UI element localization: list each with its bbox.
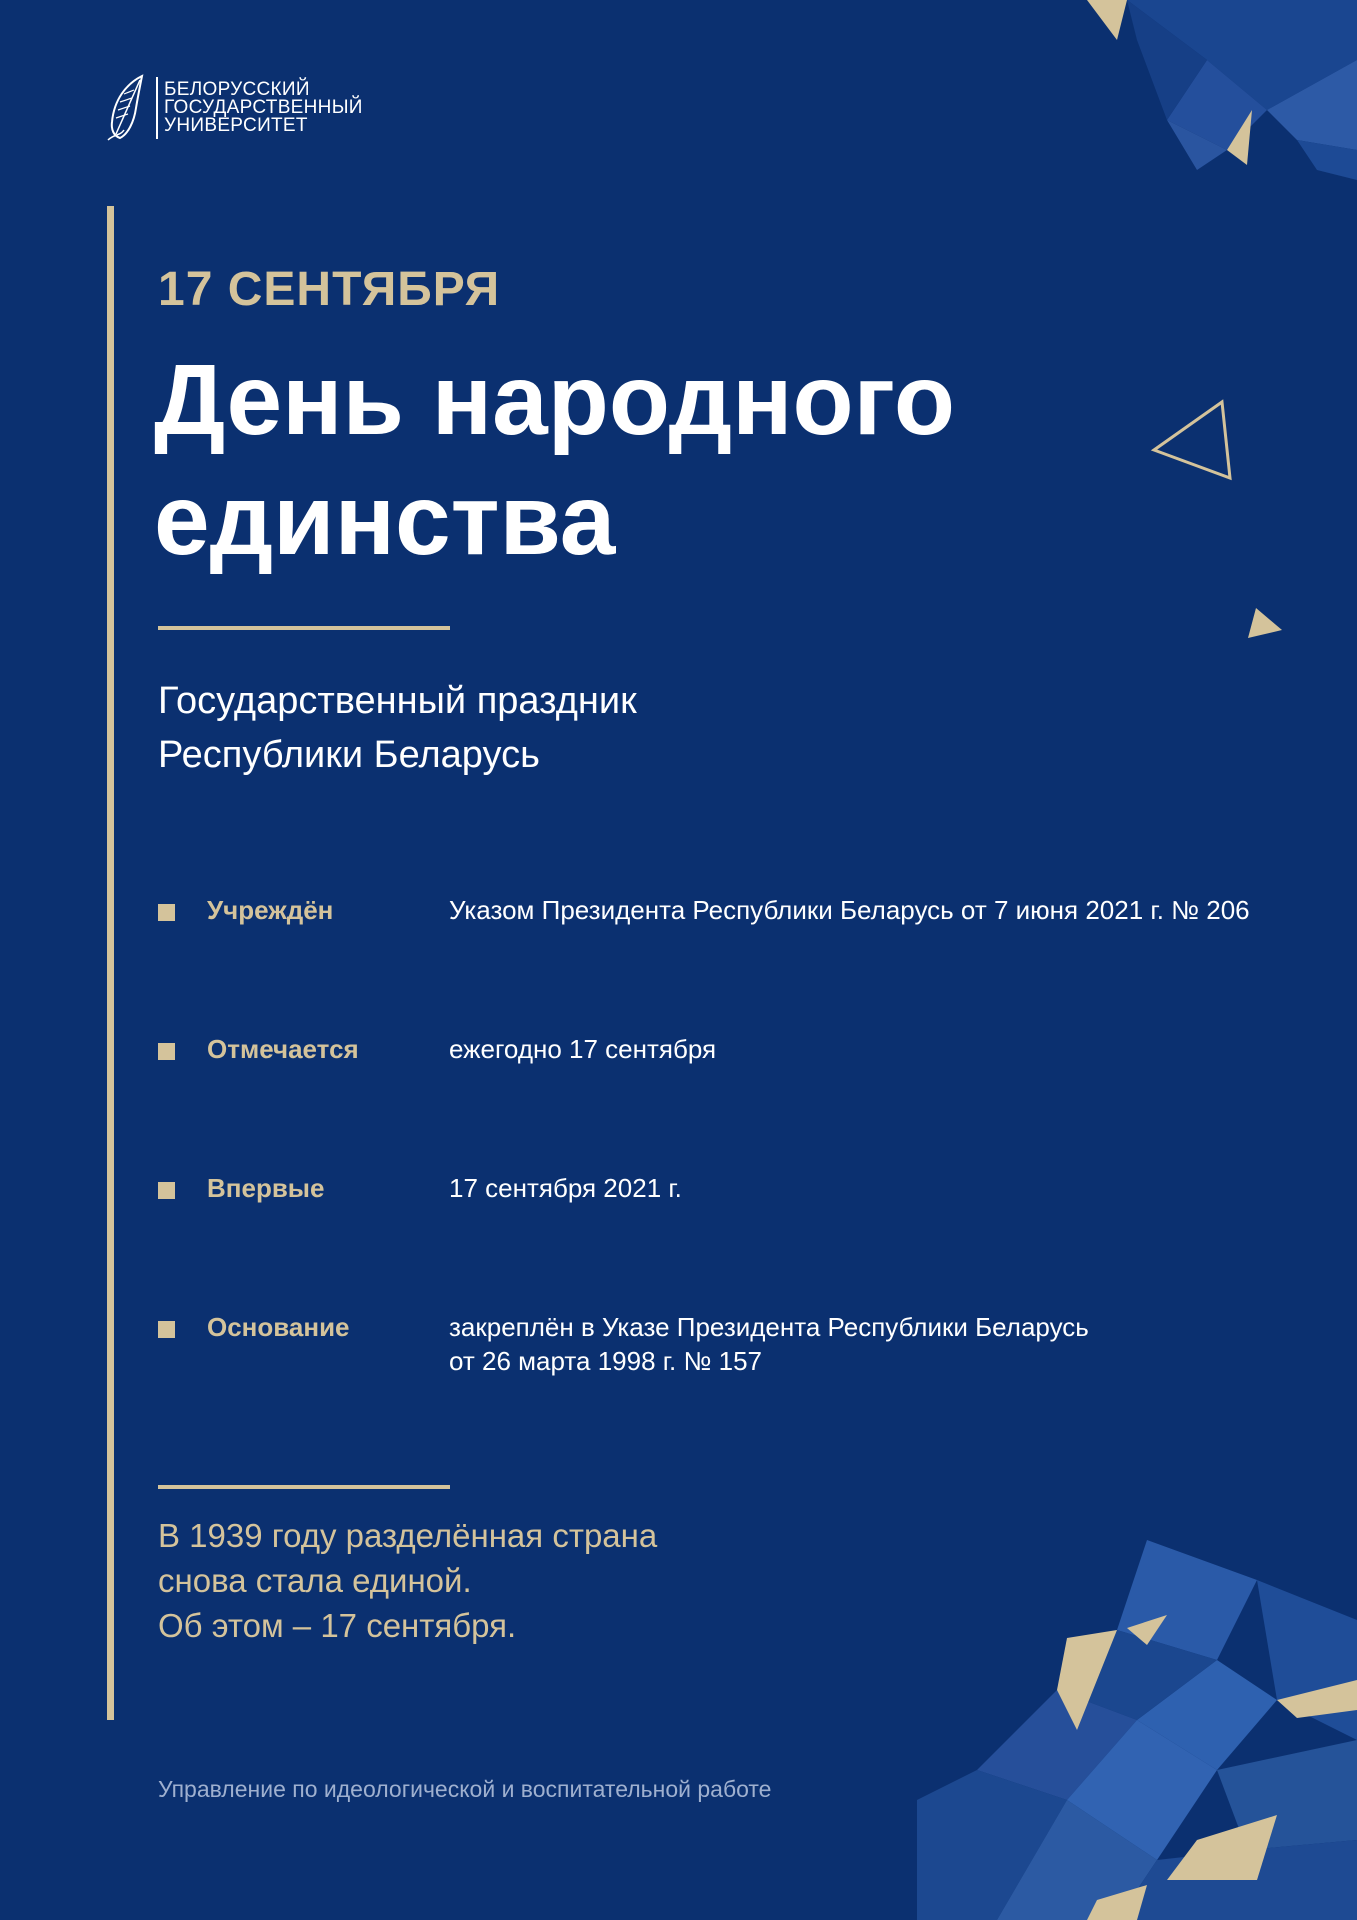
fact-value: [449, 1310, 1329, 1378]
square-bullet-icon: [158, 904, 175, 921]
logo-line: УНИВЕРСИТЕТ: [164, 115, 308, 136]
university-logo: [104, 74, 363, 142]
page-title: [154, 340, 1054, 580]
feather-quill-icon: [104, 74, 148, 142]
subtitle-line: Государственный праздник: [158, 680, 637, 722]
fact-label: Отмечается: [207, 1034, 359, 1064]
triangle-outline-icon: [1150, 398, 1234, 482]
square-bullet-icon: [158, 1182, 175, 1199]
logo-line: БЕЛОРУССКИЙ: [164, 79, 310, 100]
logo-line: ГОСУДАРСТВЕННЫЙ: [164, 97, 363, 118]
note-line: В 1939 году разделённая страна: [158, 1517, 658, 1554]
title-line: единства: [154, 464, 616, 576]
title-line: День народного: [154, 344, 955, 456]
footer-department: Управление по идеологической и воспитательной работе: [158, 1776, 772, 1802]
fact-value-line: Указом Президента Республики Беларусь от 7 июня 2021 г. № 206: [449, 895, 1250, 925]
vertical-accent-rule: [107, 206, 114, 1720]
subtitle-line: Республики Беларусь: [158, 734, 540, 776]
logo-divider: [156, 77, 158, 139]
historical-note: [158, 1513, 657, 1648]
note-line: Об этом – 17 сентября.: [158, 1607, 517, 1644]
decorative-polygons-bottom: [917, 1540, 1357, 1920]
fact-value: [449, 1171, 1329, 1205]
fact-value: [449, 893, 1329, 927]
triangle-filled-icon: [1246, 606, 1284, 640]
fact-label: Учреждён: [207, 895, 334, 925]
divider: [158, 626, 450, 630]
fact-value-line: от 26 марта 1998 г. № 157: [449, 1346, 763, 1376]
decorative-polygons-top: [1067, 0, 1357, 180]
subtitle: [158, 674, 637, 782]
logo-text: [164, 81, 363, 135]
fact-value-line: ежегодно 17 сентября: [449, 1034, 717, 1064]
fact-value-line: 17 сентября 2021 г.: [449, 1173, 682, 1203]
fact-label: Впервые: [207, 1173, 325, 1203]
square-bullet-icon: [158, 1321, 175, 1338]
divider: [158, 1485, 450, 1489]
note-line: снова стала единой.: [158, 1562, 472, 1599]
holiday-date: 17 СЕНТЯБРЯ: [158, 263, 501, 316]
fact-value-line: закреплён в Указе Президента Республики Беларусь: [449, 1312, 1089, 1342]
fact-label: Основание: [207, 1312, 350, 1342]
square-bullet-icon: [158, 1043, 175, 1060]
fact-value: [449, 1032, 1329, 1066]
